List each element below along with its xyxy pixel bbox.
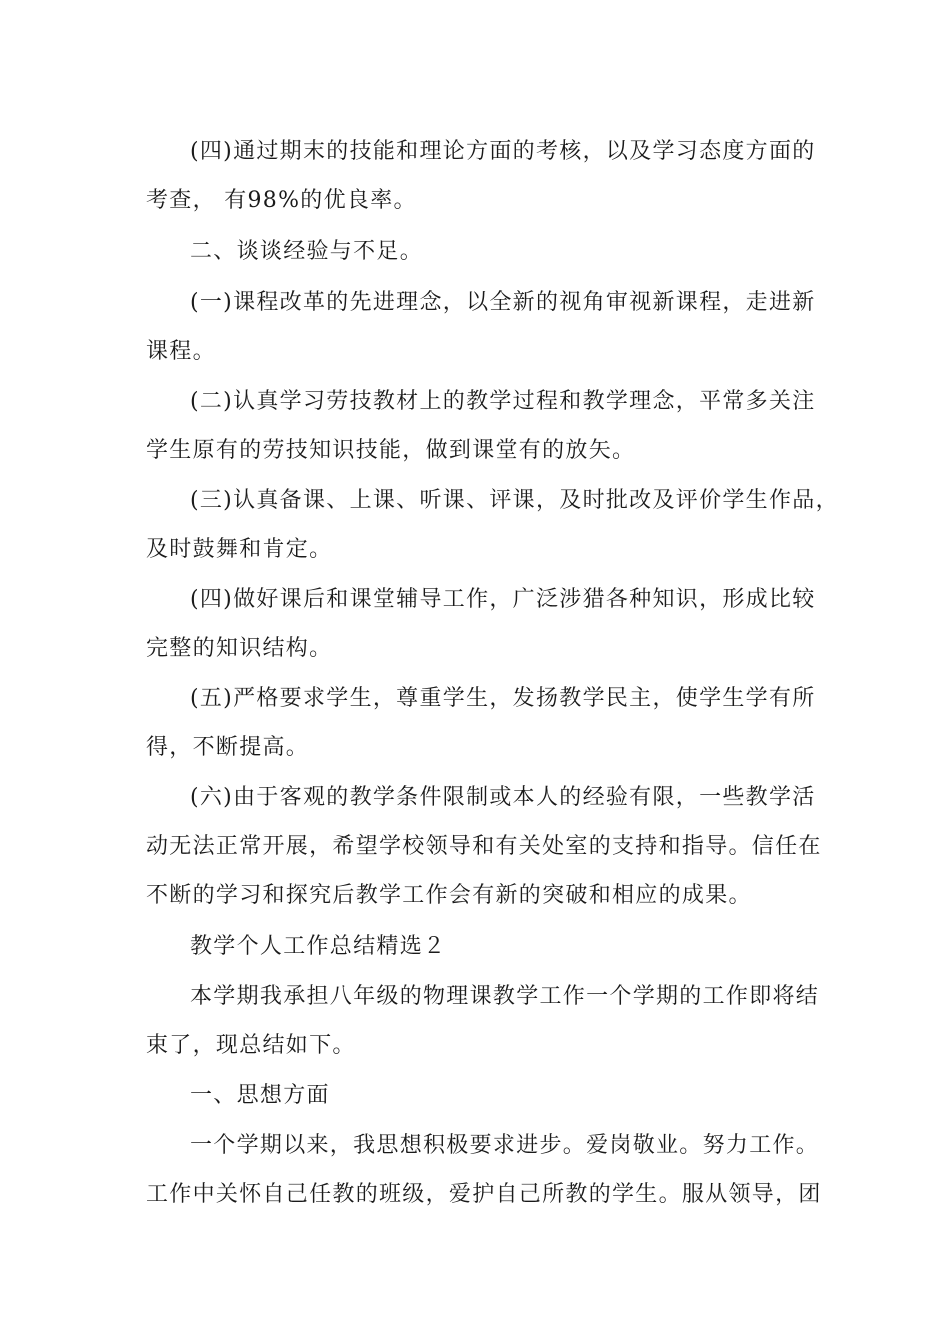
paragraph-line: (一)课程改革的先进理念，以全新的视角审视新课程，走进新 [190, 290, 816, 315]
paragraph-line: 学生原有的劳技知识技能，做到课堂有的放矢。 [146, 438, 636, 463]
paragraph-line: (二)认真学习劳技教材上的教学过程和教学理念，平常多关注 [190, 389, 816, 414]
paragraph-line: (四)做好课后和课堂辅导工作，广泛涉猎各种知识，形成比较 [190, 587, 816, 612]
paragraph-line: 一个学期以来，我思想积极要求进步。爱岗敬业。努力工作。 [190, 1133, 820, 1158]
paragraph-line: 束了，现总结如下。 [146, 1033, 356, 1058]
paragraph-line: (四)通过期末的技能和理论方面的考核，以及学习态度方面的 [190, 139, 816, 164]
section-heading: 一、思想方面 [190, 1083, 330, 1108]
section-heading: 二、谈谈经验与不足。 [190, 239, 424, 264]
paragraph-line: 不断的学习和探究后教学工作会有新的突破和相应的成果。 [146, 883, 752, 908]
paragraph-line: 及时鼓舞和肯定。 [146, 537, 333, 562]
section-title: 教学个人工作总结精选２ [190, 934, 447, 959]
paragraph-line: (六)由于客观的教学条件限制或本人的经验有限，一些教学活 [190, 785, 816, 810]
paragraph-line: (三)认真备课、上课、听课、评课，及时批改及评价学生作品， [190, 488, 839, 513]
paragraph-line: 考查， 有98%的优良率。 [146, 188, 417, 213]
paragraph-line: 课程。 [146, 339, 216, 364]
paragraph-line: 本学期我承担八年级的物理课教学工作一个学期的工作即将结 [190, 984, 820, 1009]
paragraph-line: 完整的知识结构。 [146, 636, 333, 661]
paragraph-line: 工作中关怀自己任教的班级，爱护自己所教的学生。服从领导，团 [146, 1182, 822, 1207]
paragraph-line: 得，不断提高。 [146, 735, 310, 760]
paragraph-line: 动无法正常开展，希望学校领导和有关处室的支持和指导。信任在 [146, 834, 822, 859]
paragraph-line: (五)严格要求学生，尊重学生，发扬教学民主，使学生学有所 [190, 686, 816, 711]
